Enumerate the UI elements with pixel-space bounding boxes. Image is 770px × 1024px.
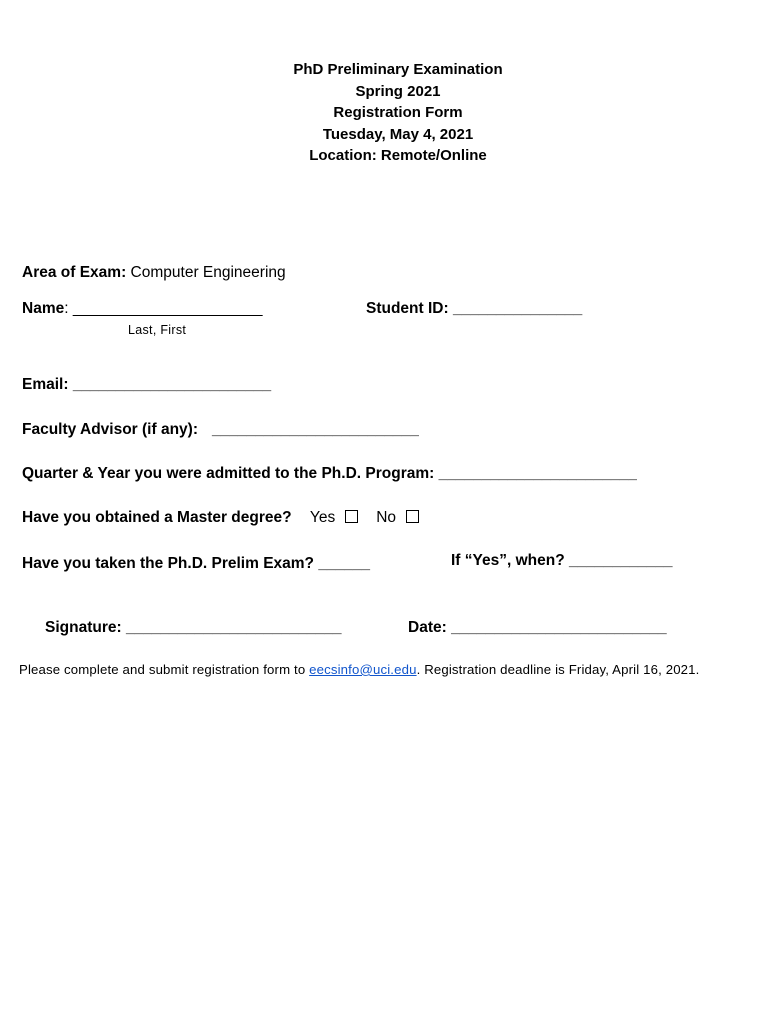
- admission-quarter-field[interactable]: Quarter & Year you were admitted to the Ph.D. Program: _______________________: [22, 465, 637, 482]
- header-title: PhD Preliminary Examination: [293, 61, 503, 78]
- name-row: [22, 300, 262, 318]
- faculty-advisor-field[interactable]: ________________________: [212, 421, 419, 438]
- area-of-exam-row: [22, 264, 286, 282]
- name-hint: Last, First: [128, 323, 187, 337]
- masters-degree-label: Have you obtained a Master degree?: [22, 509, 292, 526]
- header-form-name: Registration Form: [333, 104, 463, 122]
- masters-yes-label: Yes: [309, 509, 336, 526]
- masters-yes-checkbox[interactable]: [345, 510, 358, 523]
- instructions-text-start: Please complete and submit registration form to: [19, 662, 310, 677]
- faculty-advisor-label: Faculty Advisor (if any):: [22, 421, 198, 438]
- name-label: Name: [22, 300, 65, 317]
- masters-no-label: No: [376, 509, 397, 526]
- area-of-exam-label: Area of Exam:: [22, 264, 127, 281]
- signature-field[interactable]: Signature: _________________________: [45, 619, 342, 636]
- contact-email-link[interactable]: eecsinfo@uci.edu: [309, 662, 417, 677]
- prelim-when-field[interactable]: If “Yes”, when? ____________: [451, 552, 673, 569]
- form-header: [0, 59, 770, 167]
- header-location: Location: Remote/Online: [309, 147, 487, 165]
- area-of-exam-value: Computer Engineering: [130, 264, 286, 281]
- header-date: Tuesday, May 4, 2021: [322, 125, 474, 143]
- header-term: Spring 2021: [355, 82, 441, 100]
- prelim-taken-field[interactable]: Have you taken the Ph.D. Prelim Exam? ______: [22, 555, 371, 572]
- masters-no-checkbox[interactable]: [406, 510, 419, 523]
- masters-degree-row: [22, 509, 419, 527]
- name-field[interactable]: : ______________________: [64, 300, 263, 317]
- submission-instructions: [19, 662, 699, 677]
- email-field[interactable]: Email: _______________________: [22, 376, 272, 393]
- date-field[interactable]: Date: _________________________: [408, 619, 667, 636]
- instructions-text-end: . Registration deadline is Friday, April 16, 2021.: [416, 662, 700, 677]
- student-id-field[interactable]: Student ID: _______________: [366, 300, 583, 317]
